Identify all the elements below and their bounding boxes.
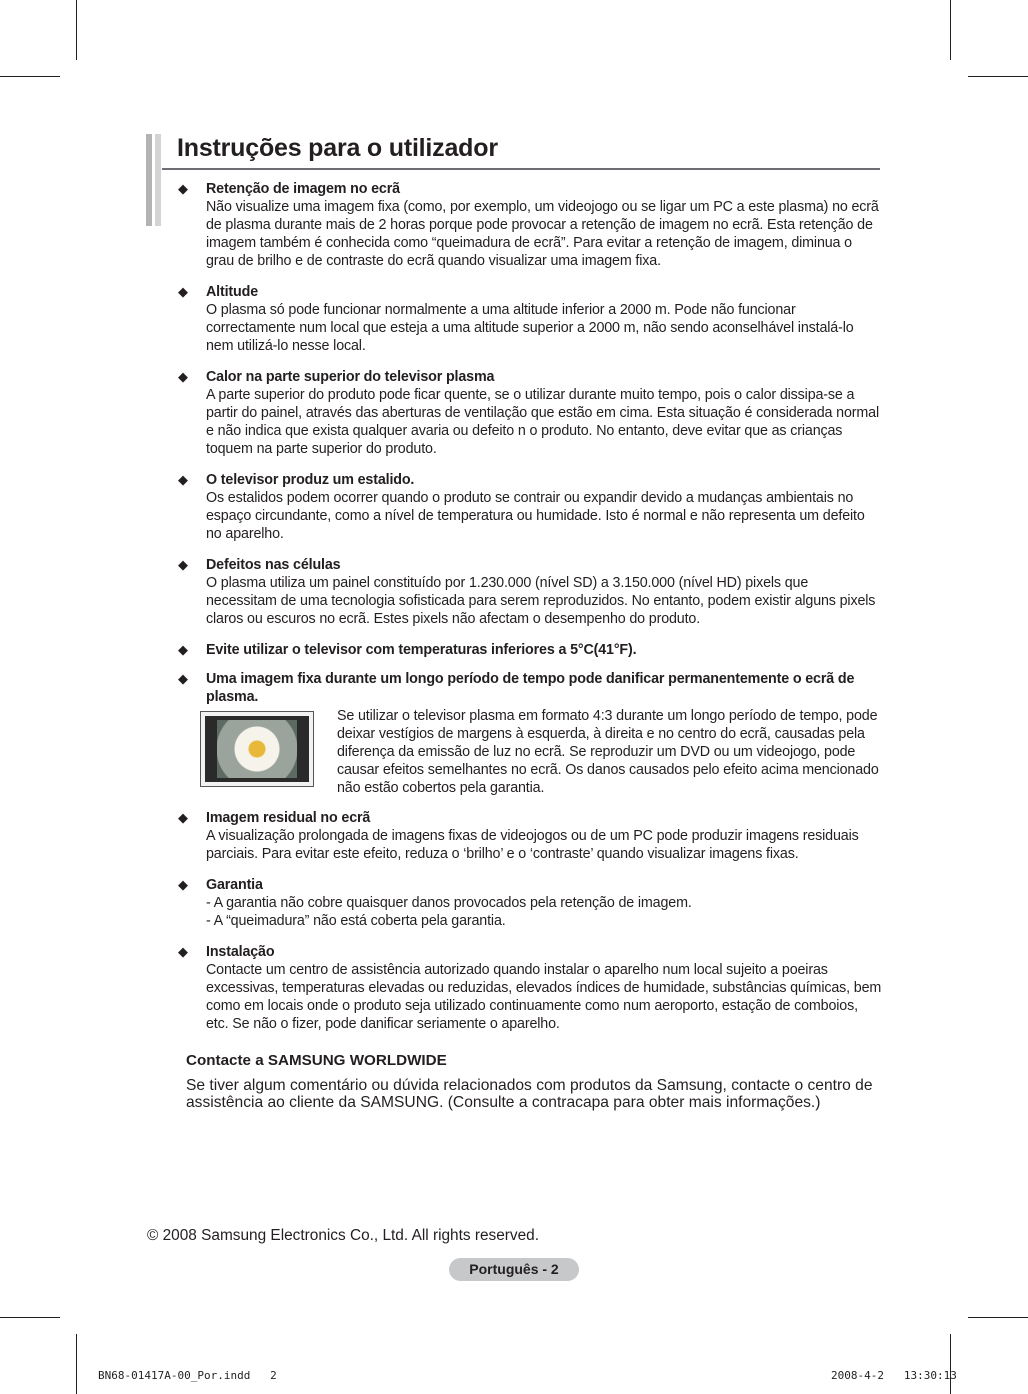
crop-mark <box>76 1334 77 1394</box>
list-item <box>178 471 882 543</box>
page-number-badge: Português - 2 <box>449 1258 579 1281</box>
crop-mark <box>968 76 1028 77</box>
item-desc: A parte superior do produto pode ficar quente, se o utilizar durante muito tempo, pois o calor dissipa-se a partir do painel, através das aberturas de ventilação que estão em cima. Esta situação é considerada normal e não indica que exista qualquer avaria ou defeito n o produto. No entanto, deve evitar que as crianças toquem na parte superior do produto. <box>206 387 879 457</box>
copyright: © 2008 Samsung Electronics Co., Ltd. All rights reserved. <box>147 1227 540 1244</box>
flower-image <box>217 720 297 778</box>
print-slug-file: BN68-01417A-00_Por.indd 2 <box>98 1369 277 1382</box>
diamond-bullet-icon: ◆ <box>178 877 188 892</box>
crop-mark <box>0 1317 60 1318</box>
title-rule <box>162 168 880 170</box>
list-item <box>178 368 882 458</box>
crop-mark <box>968 1317 1028 1318</box>
item-title: Instalação <box>206 944 275 960</box>
list-item <box>178 556 882 628</box>
crop-mark <box>76 0 77 60</box>
list-item <box>178 180 882 270</box>
page-title: Instruções para o utilizador <box>177 134 498 162</box>
item-title: Altitude <box>206 284 259 300</box>
list-item <box>178 876 882 930</box>
item-title: Calor na parte superior do televisor plasma <box>206 369 495 385</box>
diamond-bullet-icon: ◆ <box>178 557 188 572</box>
item-desc: Contacte um centro de assistência autorizado quando instalar o aparelho num local sujeito a poeiras excessivas, temperaturas elevadas ou reduzidas, elevados índices de humidade, substâncias químicas, bem como em locais onde o produto seja utilizado continuamente como num aeroporto, estação de comboios, etc. Se não o fizer, pode danificar seriamente o aparelho. <box>206 962 882 1032</box>
item-desc: Se utilizar o televisor plasma em formato 4:3 durante um longo período de tempo, pode deixar vestígios de margens à esquerda, à direita e no centro do ecrã, causadas pela diferença da emissão de luz no ecrã. Se reproduzir um DVD ou um videojogo, pode causar efeitos semelhantes no ecrã. Os danos causados pelo efeito acima mencionado não estão cobertos pela garantia. <box>337 708 879 796</box>
diamond-bullet-icon: ◆ <box>178 181 188 196</box>
diamond-bullet-icon: ◆ <box>178 284 188 299</box>
list-item <box>178 670 882 797</box>
item-desc: Não visualize uma imagem fixa (como, por exemplo, um videojogo ou se ligar um PC a este plasma) no ecrã de plasma durante mais de 2 horas porque pode provocar a retenção de imagem no ecrã. Esta retenção de imagem também é conhecida como “queimadura de ecrã”. Para evitar a retenção de imagem, diminua o grau de brilho e de contraste do ecrã quando visualizar uma imagem fixa. <box>206 199 879 269</box>
instruction-list <box>178 180 882 1033</box>
crop-mark <box>950 0 951 60</box>
item-title: Defeitos nas células <box>206 557 341 573</box>
item-title: O televisor produz um estalido. <box>206 472 415 488</box>
diamond-bullet-icon: ◆ <box>178 810 188 825</box>
decor-bar <box>146 134 152 226</box>
item-title: Evite utilizar o televisor com temperaturas inferiores a 5°C(41°F). <box>206 642 637 658</box>
contact-text: Se tiver algum comentário ou dúvida relacionados com produtos da Samsung, contacte o centro de assistência ao cliente da SAMSUNG. (Consulte a contracapa para obter mais informações.) <box>186 1077 873 1111</box>
figure-row <box>206 707 882 797</box>
contact-title: Contacte a SAMSUNG WORLDWIDE <box>186 1052 447 1069</box>
print-slug-date: 2008-4-2 13:30:13 <box>831 1369 957 1382</box>
crop-mark <box>950 1334 951 1394</box>
item-desc: Os estalidos podem ocorrer quando o produto se contrair ou expandir devido a mudanças ambientais no espaço circundante, como a nível de temperatura ou humidade. Isto é normal e não representa um defeito no aparelho. <box>206 490 865 542</box>
diamond-bullet-icon: ◆ <box>178 671 188 686</box>
diamond-bullet-icon: ◆ <box>178 369 188 384</box>
list-item <box>178 943 882 1033</box>
diamond-bullet-icon: ◆ <box>178 944 188 959</box>
crop-mark <box>0 76 60 77</box>
list-item <box>178 809 882 863</box>
item-title: Retenção de imagem no ecrã <box>206 181 400 197</box>
item-desc: O plasma só pode funcionar normalmente a uma altitude inferior a 2000 m. Pode não funcionar correctamente num local que esteja a uma altitude superior a 2000 m, não sendo aconselhável instalá-lo nem utilizá-lo nesse local. <box>206 302 854 354</box>
plasma-screen-image <box>200 711 314 787</box>
item-title: Imagem residual no ecrã <box>206 810 371 826</box>
item-line: - A “queimadura” não está coberta pela garantia. <box>206 913 506 929</box>
item-title: Garantia <box>206 877 263 893</box>
screen-bezel <box>205 716 309 782</box>
item-desc: O plasma utiliza um painel constituído por 1.230.000 (nível SD) a 3.150.000 (nível HD) pixels que necessitam de uma tecnologia sofisticada para serem reproduzidos. No entanto, podem existir alguns pixels claros ou escuros no ecrã. Estes pixels não afectam o desempenho do produto. <box>206 575 876 627</box>
diamond-bullet-icon: ◆ <box>178 642 188 657</box>
list-item <box>178 641 882 659</box>
item-line: - A garantia não cobre quaisquer danos provocados pela retenção de imagem. <box>206 895 692 911</box>
item-title: Uma imagem fixa durante um longo período de tempo pode danificar permanentemente o ecrã de plasma. <box>206 671 855 705</box>
diamond-bullet-icon: ◆ <box>178 472 188 487</box>
contact-section <box>186 1052 876 1111</box>
decor-bar <box>155 134 161 226</box>
list-item <box>178 283 882 355</box>
item-desc: A visualização prolongada de imagens fixas de videojogos ou de um PC pode produzir imagens residuais parciais. Para evitar este efeito, reduza o ‘brilho’ e o ‘contraste’ quando visualizar imagens fixas. <box>206 828 859 862</box>
